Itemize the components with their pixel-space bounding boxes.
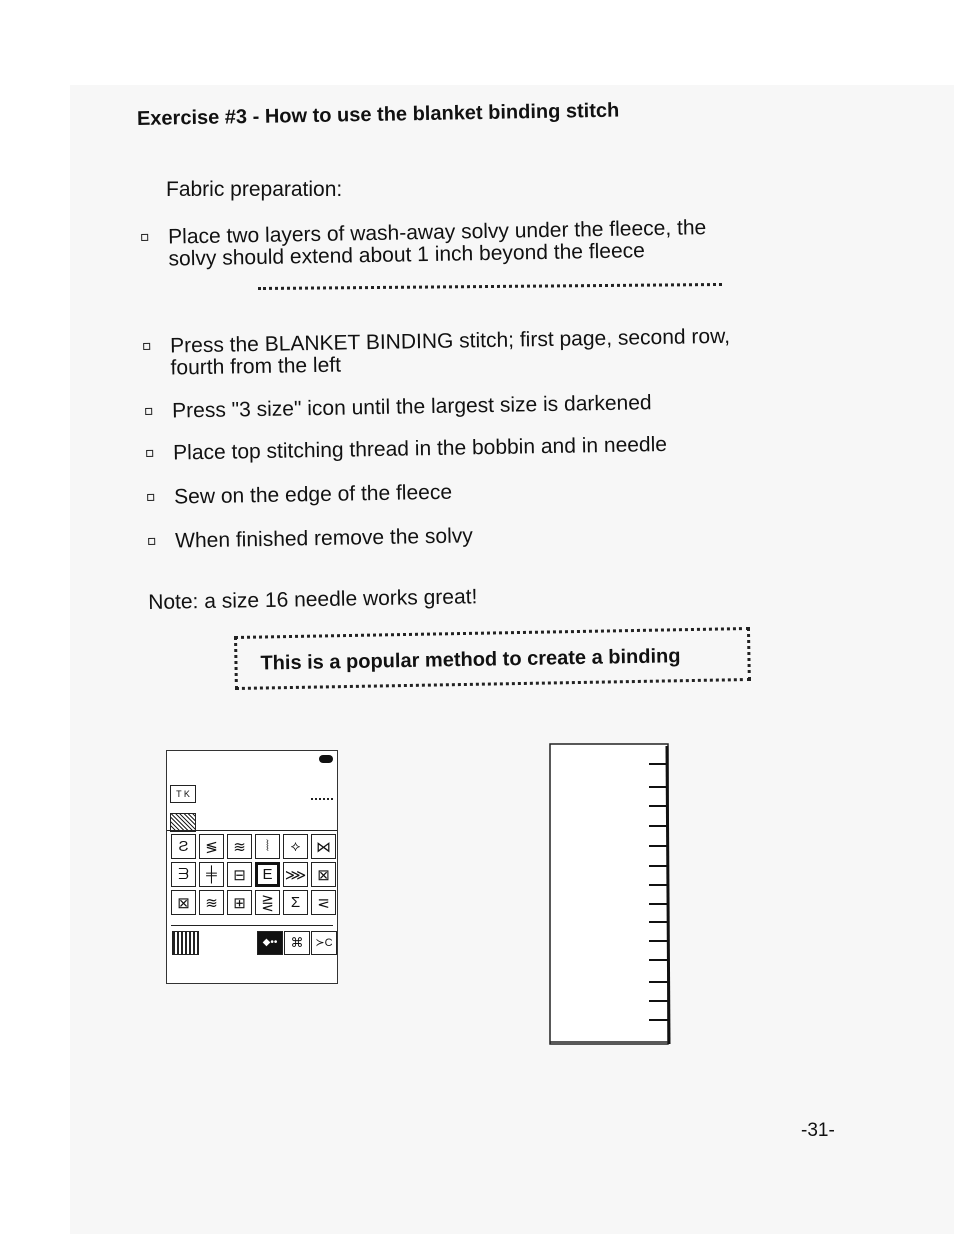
stitch-button[interactable]: ≶ bbox=[199, 834, 224, 859]
checkbox-icon bbox=[147, 494, 154, 501]
blanket-binding-stitch-button[interactable]: E bbox=[255, 862, 280, 887]
checkbox-icon bbox=[146, 450, 153, 457]
step-line-1: When finished remove the solvy bbox=[174, 524, 473, 553]
checkbox-icon bbox=[148, 538, 155, 545]
stitch-button[interactable]: ⋛ bbox=[255, 890, 280, 915]
step-line-1: Press the BLANKET BINDING stitch; first page, second row, bbox=[169, 324, 731, 358]
stitch-button[interactable]: ⋈ bbox=[311, 834, 336, 859]
stitch-button[interactable]: ⋜ bbox=[311, 890, 336, 915]
stitch-grid bbox=[171, 834, 336, 915]
screen-divider bbox=[171, 925, 333, 926]
stitch-button[interactable]: ⊟ bbox=[227, 862, 252, 887]
direction-button[interactable]: ≻C bbox=[311, 931, 337, 955]
blanket-stitch-diagram bbox=[548, 742, 678, 1048]
page-title: Exercise #3 - How to use the blanket binding stitch bbox=[136, 99, 620, 130]
step-line-2: fourth from the left bbox=[170, 353, 342, 380]
mirror-button[interactable]: ⌘ bbox=[284, 931, 310, 955]
stitch-button[interactable]: ⊞ bbox=[227, 890, 252, 915]
checkbox-icon bbox=[143, 343, 150, 350]
stitch-button[interactable]: Σ bbox=[283, 890, 308, 915]
stitch-bank-icon[interactable] bbox=[172, 931, 199, 955]
sewing-machine-screen bbox=[166, 750, 338, 984]
step-line-1: Sew on the edge of the fleece bbox=[173, 480, 453, 509]
screen-divider bbox=[167, 830, 337, 831]
stitch-button[interactable]: ≋ bbox=[227, 834, 252, 859]
tk-button[interactable]: T K bbox=[170, 785, 196, 803]
stitch-button[interactable]: ⋙ bbox=[283, 862, 308, 887]
stitch-button[interactable]: ⟡ bbox=[283, 834, 308, 859]
stitch-button[interactable]: ≋ bbox=[199, 890, 224, 915]
checkbox-icon bbox=[141, 234, 148, 241]
stitch-button[interactable]: ╪ bbox=[199, 862, 224, 887]
step-line-1: Place top stitching thread in the bobbin and in needle bbox=[172, 432, 668, 465]
bullet-line-2: solvy should extend about 1 inch beyond the fleece bbox=[168, 239, 646, 271]
stitch-button[interactable]: ⊠ bbox=[171, 890, 196, 915]
stitch-button[interactable]: ᗱ bbox=[171, 862, 196, 887]
stitch-edge-line bbox=[667, 746, 669, 1044]
note-text: Note: a size 16 needle works great! bbox=[148, 585, 478, 614]
fabric-prep-heading: Fabric preparation: bbox=[166, 178, 343, 201]
fabric-outline bbox=[550, 744, 668, 1044]
bullet-line-1: Place two layers of wash-away solvy under the fleece, the bbox=[167, 216, 707, 249]
stitch-button[interactable]: Ƨ bbox=[171, 834, 196, 859]
page-indicator-icon bbox=[319, 755, 333, 763]
checkbox-icon bbox=[145, 408, 152, 415]
stitch-button[interactable]: ⊠ bbox=[311, 862, 336, 887]
step-line-1: Press "3 size" icon until the largest size is darkened bbox=[171, 391, 652, 423]
stitch-button[interactable]: ⦚ bbox=[255, 834, 280, 859]
callout-text: This is a popular method to create a binding bbox=[260, 645, 681, 675]
dotted-indicator bbox=[311, 798, 333, 800]
size-button[interactable]: ◆•• bbox=[257, 931, 283, 955]
callout-box bbox=[234, 627, 751, 690]
page-number: -31- bbox=[801, 1120, 835, 1141]
